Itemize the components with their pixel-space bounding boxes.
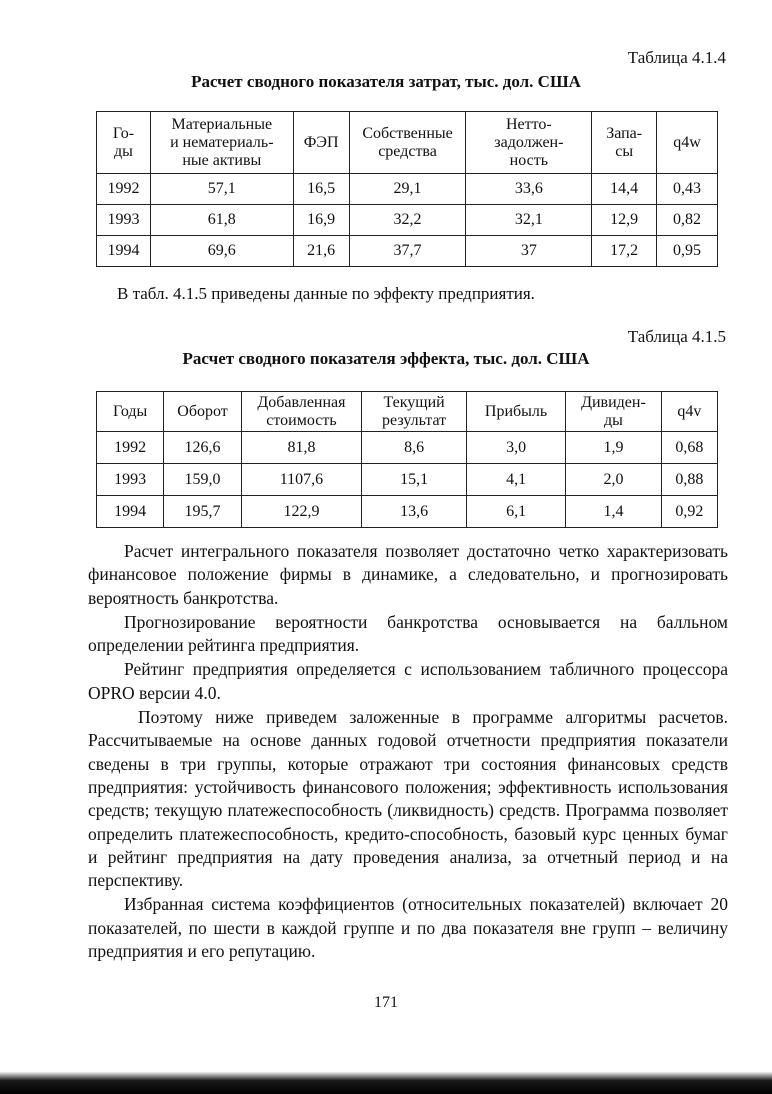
- table1-cell: 21,6: [293, 236, 349, 267]
- table1-cell: 1993: [97, 205, 151, 236]
- table2-cell: 8,6: [362, 432, 467, 464]
- table1-cell: 1992: [97, 174, 151, 205]
- table2-cell: 1993: [97, 464, 164, 496]
- table1-row: [97, 236, 718, 267]
- table2-cell: 0,88: [661, 464, 717, 496]
- table1-cell: 37: [466, 236, 592, 267]
- table2-header-cell: Добавленная стоимость: [241, 392, 361, 432]
- table2-cell: 1,4: [566, 496, 662, 528]
- table2-cell: 81,8: [241, 432, 361, 464]
- table1-header-cell: Собственные средства: [349, 112, 466, 174]
- table1-row: [97, 205, 718, 236]
- table2-cell: 126,6: [164, 432, 241, 464]
- table1-header-cell: Нетто- задолжен- ность: [466, 112, 592, 174]
- table2-row: [97, 496, 718, 528]
- table1-header-cell: Запа- сы: [592, 112, 657, 174]
- table1-cell: 33,6: [466, 174, 592, 205]
- paragraph: Прогнозирование вероятности банкротства основывается на балльном определении рейтинга предприятия.: [88, 611, 728, 656]
- table1-title: Расчет сводного показателя затрат, тыс. дол. США: [191, 72, 581, 91]
- table1-cell: 16,5: [293, 174, 349, 205]
- paragraph: Расчет интегрального показателя позволяет достаточно четко характеризовать финансовое положение фирмы в динамике, а следовательно, и прогнозировать вероятность банкротства.: [88, 541, 728, 608]
- table1-cell: 1994: [97, 236, 151, 267]
- table2-cell: 3,0: [467, 432, 566, 464]
- table2-header-cell: q4v: [661, 392, 717, 432]
- table1: [96, 111, 718, 267]
- table2-cell: 6,1: [467, 496, 566, 528]
- table2-row: [97, 432, 718, 464]
- table2-cell: 1994: [97, 496, 164, 528]
- table2-cell: 0,68: [661, 432, 717, 464]
- table1-cell: 12,9: [592, 205, 657, 236]
- paragraph: Рейтинг предприятия определяется с использованием табличного процессора OPRO версии 4.0.: [88, 659, 728, 703]
- table1-header-row: [97, 112, 718, 174]
- table2-cell: 1992: [97, 432, 164, 464]
- table2-cell: 13,6: [362, 496, 467, 528]
- table2: [96, 391, 718, 528]
- table1-cell: 0,82: [657, 205, 718, 236]
- table1-header-cell: Го- ды: [97, 112, 151, 174]
- table1-body: [97, 174, 718, 267]
- table1-cell: 0,43: [657, 174, 718, 205]
- table1-cell: 29,1: [349, 174, 466, 205]
- table2-row: [97, 464, 718, 496]
- table1-cell: 14,4: [592, 174, 657, 205]
- table2-title: Расчет сводного показателя эффекта, тыс. дол. США: [182, 349, 590, 368]
- body-text: [88, 540, 728, 964]
- table2-cell: 1107,6: [241, 464, 361, 496]
- table2-cell: 4,1: [467, 464, 566, 496]
- table2-cell: 0,92: [661, 496, 717, 528]
- table1-cell: 61,8: [150, 205, 293, 236]
- paragraph: Избранная система коэффициентов (относительных показателей) включает 20 показателей, по шести в каждой группе и по два показателя вне групп – величину предприятия и его репутацию.: [88, 894, 728, 962]
- table1-cell: 57,1: [150, 174, 293, 205]
- table2-cell: 159,0: [164, 464, 241, 496]
- table1-row: [97, 174, 718, 205]
- table1-cell: 32,1: [466, 205, 592, 236]
- table1-header-cell: ФЭП: [293, 112, 349, 174]
- table2-header-cell: Оборот: [164, 392, 241, 432]
- table1-cell: 0,95: [657, 236, 718, 267]
- table2-cell: 195,7: [164, 496, 241, 528]
- table2-cell: 1,9: [566, 432, 662, 464]
- table1-cell: 17,2: [592, 236, 657, 267]
- table2-header-cell: Годы: [97, 392, 164, 432]
- page-number: 171: [374, 994, 398, 1011]
- table1-cell: 69,6: [150, 236, 293, 267]
- table1-number: Таблица 4.1.4: [627, 48, 726, 67]
- table2-header-cell: Прибыль: [467, 392, 566, 432]
- table2-header-cell: Дивиден- ды: [566, 392, 662, 432]
- table2-header-cell: Текущий результат: [362, 392, 467, 432]
- table2-cell: 15,1: [362, 464, 467, 496]
- table2-number: Таблица 4.1.5: [627, 327, 726, 346]
- table2-cell: 2,0: [566, 464, 662, 496]
- table2-body: [97, 432, 718, 528]
- table1-header-cell: Материальные и нематериаль- ные активы: [150, 112, 293, 174]
- scan-edge: [0, 1064, 772, 1094]
- table2-header-row: [97, 392, 718, 432]
- table1-header-cell: q4w: [657, 112, 718, 174]
- table2-cell: 122,9: [241, 496, 361, 528]
- table1-cell: 16,9: [293, 205, 349, 236]
- intro-text: В табл. 4.1.5 приведены данные по эффекту предприятия.: [117, 284, 535, 303]
- table1-cell: 37,7: [349, 236, 466, 267]
- table1-cell: 32,2: [349, 205, 466, 236]
- paragraph: Поэтому ниже приведем заложенные в программе алгоритмы расчетов. Рассчитываемые на основе данных годовой отчетности предприятия показатели сведены в три группы, которые отражают три состояния финансовых средств предприятия: устойчивость финансового положения; эффективность использования средств; текущую платежеспособность (ликвидность) средств. Программа позволяет определить платежеспособность, кредито-способность, базовый курс ценных бумаг и рейтинг предприятия на дату проведения анализа, за отчетный период и на перспективу.: [88, 707, 728, 891]
